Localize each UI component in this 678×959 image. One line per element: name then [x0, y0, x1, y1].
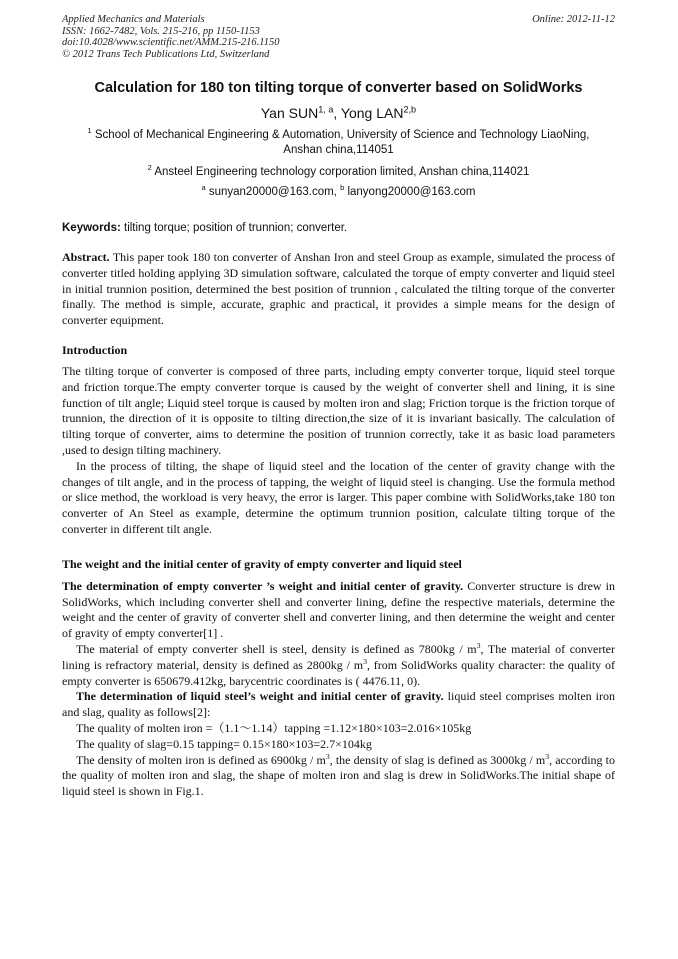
subsection-label: The determination of liquid steel’s weight and initial center of gravity. — [76, 689, 444, 704]
paragraph-text: , The material of converter lining is refractory material, density is defined as 2800kg / m — [62, 641, 615, 672]
copyright-line: © 2012 Trans Tech Publications Ltd, Switzerland — [62, 48, 270, 60]
email-superscript: b — [340, 183, 345, 193]
affiliation-1 — [62, 128, 615, 158]
author-superscript: 1, a — [318, 104, 334, 115]
keywords-text: tilting torque; position of trunnion; converter. — [124, 222, 348, 234]
email-link[interactable]: lanyong20000@163.com — [347, 186, 476, 198]
abstract-label: Abstract. — [62, 250, 110, 264]
email-link[interactable]: sunyan20000@163.com, — [208, 186, 337, 198]
affiliation-text: School of Mechanical Engineering & Automation, University of Science and Technology LiaoNing, — [94, 129, 590, 141]
paper-page — [62, 14, 615, 800]
journal-header — [62, 14, 615, 60]
paragraph-text: , according to the quality of molten iron and slag, the shape of molten iron and slag is drew in SolidWorks.The initial shape of liquid steel is shown in Fig.1. — [62, 752, 615, 799]
abstract-paragraph — [62, 250, 615, 329]
issn-line: ISSN: 1662-7482, Vols. 215-216, pp 1150-1153 — [62, 25, 260, 37]
affiliation-superscript: 1 — [87, 126, 92, 136]
subsection-label: The determination of empty converter ’s weight and initial center of gravity. — [62, 578, 464, 593]
section-heading-introduction: Introduction — [62, 342, 128, 357]
paragraph-text: The density of molten iron is defined as 6900kg / m — [76, 752, 326, 767]
author-name: Yong LAN — [340, 105, 404, 121]
author-name: Yan SUN — [260, 105, 319, 121]
online-date: Online: 2012-11-12 — [532, 14, 615, 25]
subsection-liquid-steel — [62, 689, 615, 721]
exponent: 3 — [476, 640, 481, 650]
equation-molten-iron: The quality of molten iron =（1.1～1.14）tapping =1.12×180×103=2.016×105kg — [76, 720, 472, 735]
exponent: 3 — [363, 656, 367, 666]
keywords — [62, 222, 615, 234]
affiliation-text: Ansteel Engineering technology corporation limited, Anshan china,114021 — [154, 166, 530, 178]
exponent: 3 — [545, 751, 550, 761]
section-heading-weight: The weight and the initial center of gravity of empty converter and liquid steel — [62, 556, 462, 571]
exponent: 3 — [325, 751, 330, 761]
journal-name: Applied Mechanics and Materials — [62, 14, 205, 25]
subsection-empty-converter — [62, 579, 615, 642]
intro-paragraph-2: In the process of tilting, the shape of liquid steel and the location of the center of gravity change with the changes of tilt angle, and in the process of tapping, the weight of liquid steel is changing. Use the formula method or slice method, the workload is very heavy, the error is larger. This paper combine with SolidWorks,take 180 ton converter of An Steel as example, determine the optimum trunnion position, calculate tilting torque of the converter in different tilt angle. — [62, 458, 615, 536]
subsection-text: liquid steel comprises molten iron and slag, quality as follows[2]: — [62, 689, 615, 720]
email-superscript: a — [201, 183, 206, 193]
paragraph-text: The material of empty converter shell is steel, density is defined as 7800kg / m — [76, 641, 477, 656]
paper-title: Calculation for 180 ton tilting torque of converter based on SolidWorks — [94, 80, 583, 96]
affiliation-2 — [62, 165, 615, 180]
affiliation-text: Anshan china,114051 — [283, 144, 394, 156]
keywords-label: Keywords: — [62, 222, 121, 234]
affiliation-superscript: 2 — [147, 163, 152, 173]
paragraph-text: , from SolidWorks quality character: the quality of empty converter is 650679.412kg, barycentric coordinates is ( 4476.11, 0). — [62, 657, 615, 688]
equation-slag: The quality of slag=0.15 tapping= 0.15×180×103=2.7×104kg — [76, 736, 372, 751]
author-separator: , — [333, 105, 341, 121]
intro-paragraph-1: The tilting torque of converter is composed of three parts, including empty converter torque, liquid steel torque and friction torque.The empty converter torque is caused by the weight of converter shell and lining, it is sine function of tilt angle; Liquid steel torque is caused by molten iron and slag; Friction torque is the friction torque of trunnion, the direction of it is opposite to tilting direction,the size of it is invariant basically. The calculation of tilting torque of converter, aims to determine the position of trunnion correctly, take it as basic load parameters ,used to design tilting machinery. — [62, 363, 615, 457]
subsection-text: Converter structure is drew in SolidWorks, which including converter shell and converter lining, define the respective materials, determine the weight and the center of gravity of converter shell and converter lining, and then determine the weight and center of gravity of empty converter[1] . — [62, 578, 615, 641]
material-paragraph — [62, 642, 615, 689]
abstract-text: This paper took 180 ton converter of Anshan Iron and steel Group as example, simulated the process of converter titled holding applying 3D simulation software, calculated the torque of empty converter and liquid steel in initial trunnion position, determined the best position of trunnion , calculated the tilting torque of the converter finally. The method is simple, accurate, graphic and practical, it provides a simple means for the design of converter equipment. — [62, 250, 615, 328]
author-superscript: 2,b — [403, 104, 417, 115]
email-line — [62, 185, 615, 200]
author-line — [62, 105, 615, 121]
density-paragraph — [62, 753, 615, 800]
doi-line: doi:10.4028/www.scientific.net/AMM.215-216.1150 — [62, 37, 280, 48]
paragraph-text: , the density of slag is defined as 3000kg / m — [329, 752, 546, 767]
